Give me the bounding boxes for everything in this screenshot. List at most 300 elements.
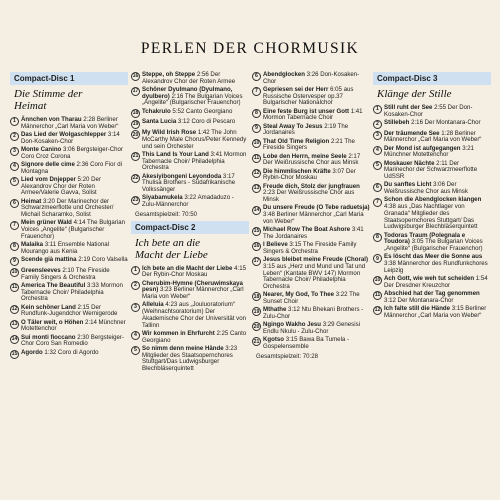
track-text bbox=[142, 346, 249, 373]
track-title: Abschied hat der Tag genommen bbox=[384, 290, 480, 297]
track-item bbox=[252, 169, 370, 182]
track-item bbox=[10, 257, 128, 266]
track-item bbox=[10, 199, 128, 219]
track-detail: 3:38 Männerchor des Rundfunkchores Leipzig bbox=[384, 260, 488, 274]
track-item bbox=[373, 254, 491, 274]
track-detail: 3:07 Der Rybin-Chor Moskau bbox=[263, 167, 356, 182]
track-detail: 2:19 Coro Valsella bbox=[76, 256, 128, 264]
track-text bbox=[384, 146, 491, 159]
disc-title-line: Heimat bbox=[14, 100, 47, 112]
track-text bbox=[142, 174, 249, 194]
track-item bbox=[252, 322, 370, 335]
track-text bbox=[263, 307, 370, 320]
track-detail: 5:52 Canto Georgiano bbox=[170, 107, 233, 115]
track-text bbox=[263, 139, 370, 152]
track-title: Die himmlischen Kräfte bbox=[263, 167, 331, 175]
track-item bbox=[10, 350, 128, 359]
track-item bbox=[252, 227, 370, 240]
track-number-badge: 17 bbox=[132, 88, 139, 95]
track-number-badge: 8 bbox=[252, 109, 261, 118]
track-number-badge: 19 bbox=[253, 308, 260, 315]
track-item bbox=[252, 154, 370, 167]
track-text bbox=[142, 152, 249, 172]
track-title: Stillebeh bbox=[384, 119, 410, 126]
track-detail: 2:55 Der Don-Kosaken-Chor bbox=[384, 104, 473, 118]
track-text bbox=[263, 257, 370, 291]
track-item bbox=[131, 346, 249, 373]
track-item bbox=[10, 283, 128, 303]
track-number-badge: 16 bbox=[253, 243, 260, 250]
track-number-badge: 14 bbox=[253, 206, 260, 213]
track-title: Steppe, oh Steppe bbox=[142, 71, 196, 78]
track-detail: 3:20 Der Marinechor der Schwarzmeerflotte und Orchester/ Michail Scharamko, Solist bbox=[21, 197, 114, 219]
track-number-badge: 19 bbox=[132, 120, 139, 127]
track-detail: 3:41 Mormon Tabernacle Choir/ Philadelphia Orchestra bbox=[142, 150, 247, 172]
track-text bbox=[21, 242, 128, 255]
track-detail: 3:41 The Jordanaires bbox=[263, 226, 364, 240]
track-detail: 2:23 Der Weißrussische Chor aus Minsk bbox=[263, 189, 355, 204]
track-item bbox=[252, 124, 370, 137]
track-item bbox=[10, 162, 128, 175]
track-text bbox=[142, 195, 249, 208]
track-text bbox=[263, 154, 370, 167]
track-item bbox=[252, 307, 370, 320]
track-item bbox=[252, 184, 370, 204]
track-detail: 3:22 Amadaduzo - Zulu-Männerchor bbox=[142, 194, 234, 209]
track-item bbox=[131, 109, 249, 118]
track-number-badge: 15 bbox=[11, 350, 18, 357]
track-list bbox=[252, 72, 370, 351]
track-title: Nearer, My God, To Thee bbox=[263, 291, 334, 299]
track-item bbox=[252, 139, 370, 152]
track-number-badge: 17 bbox=[253, 258, 260, 265]
track-number-badge: 3 bbox=[373, 131, 382, 140]
total-playtime: Gesamtspielzeit: 70:50 bbox=[135, 210, 197, 218]
track-text bbox=[263, 292, 370, 305]
track-title: Sui monti fioccano bbox=[21, 333, 76, 341]
track-number-badge: 1 bbox=[373, 105, 382, 114]
track-text bbox=[384, 197, 491, 231]
track-title: Ich falte still die Hände bbox=[384, 305, 451, 312]
track-title: America The Beautiful bbox=[21, 281, 86, 289]
track-number-badge: 3 bbox=[131, 303, 140, 312]
track-number-badge: 3 bbox=[10, 147, 19, 156]
track-number-badge: 20 bbox=[253, 323, 260, 330]
track-text bbox=[21, 335, 128, 348]
track-number-badge: 14 bbox=[11, 335, 18, 342]
disc-title bbox=[377, 88, 491, 100]
track-detail: 2:10 The Fireside Family Singers & Orchestra bbox=[21, 266, 110, 281]
track-text bbox=[384, 233, 491, 253]
track-text bbox=[21, 305, 128, 318]
track-detail: 2:28 Berliner Männerchor „Carl Maria von Weber“ bbox=[21, 116, 119, 130]
track-item bbox=[131, 152, 249, 172]
track-number-badge: 13 bbox=[11, 320, 18, 327]
track-number-badge: 8 bbox=[373, 233, 382, 242]
track-number-badge: 9 bbox=[252, 124, 261, 133]
track-item bbox=[252, 205, 370, 225]
track-title: Tchakrulo bbox=[142, 107, 171, 115]
track-item bbox=[373, 306, 491, 319]
track-number-badge: 12 bbox=[253, 170, 260, 177]
track-detail: 3:12 Ntu Bhekani Brothers - Zulu-Chor bbox=[263, 306, 364, 320]
track-text bbox=[263, 337, 370, 350]
track-item bbox=[373, 182, 491, 195]
track-title: Greensleeves bbox=[21, 266, 61, 274]
track-text bbox=[384, 120, 491, 129]
track-detail: 2:21 The Fireside Singers bbox=[263, 137, 355, 152]
track-title: Freude dich, Stolz der jungfrauen bbox=[263, 182, 360, 190]
track-title: O Täler weit, o Höhen bbox=[21, 318, 84, 326]
track-number-badge: 18 bbox=[253, 293, 260, 300]
track-title: Todoras Traum (Polegnala e Toudora) bbox=[384, 231, 466, 246]
track-number-badge: 2 bbox=[373, 120, 382, 129]
track-list bbox=[131, 266, 249, 373]
track-number-badge: 5 bbox=[131, 346, 140, 355]
track-number-badge: 4 bbox=[10, 162, 19, 171]
track-number-badge: 22 bbox=[132, 175, 139, 181]
disc-title-line: Klänge der Stille bbox=[377, 88, 452, 100]
track-text bbox=[142, 130, 249, 150]
track-title: That Old Time Religion bbox=[263, 137, 330, 145]
track-text bbox=[142, 266, 249, 279]
track-list bbox=[131, 72, 249, 209]
track-number-badge: 7 bbox=[252, 87, 261, 96]
track-item bbox=[131, 266, 249, 279]
track-detail: 3:15 The Fireside Family Singers & Orchestra bbox=[263, 241, 357, 255]
track-number-badge: 2 bbox=[10, 132, 19, 141]
track-title: Lied vom Dnjepper bbox=[21, 176, 76, 183]
track-number-badge: 9 bbox=[373, 254, 382, 263]
track-text bbox=[21, 177, 128, 197]
track-title: Agordo bbox=[21, 348, 43, 356]
track-item bbox=[252, 257, 370, 291]
track-text bbox=[142, 302, 249, 329]
track-number-badge: 9 bbox=[10, 257, 19, 266]
track-text bbox=[21, 117, 128, 130]
track-text bbox=[21, 220, 128, 240]
disc-header: Compact-Disc 1 bbox=[10, 72, 128, 85]
track-text bbox=[142, 331, 249, 344]
column-1 bbox=[10, 72, 128, 497]
track-detail: 3:12 Coro di Pescaro bbox=[176, 118, 236, 126]
track-detail: 3:05 The Bulgarian Voices „Angelite“ (Bulgarischer Frauenchor) bbox=[384, 238, 483, 252]
track-detail: 3:26 Don-Kosaken-Chor bbox=[263, 71, 360, 85]
track-detail: 1:41 Mormon Tabernacle Choir bbox=[263, 107, 363, 122]
column-2 bbox=[131, 72, 249, 497]
track-title: Akesiyibongeni Leyondoda bbox=[142, 172, 222, 180]
track-detail: 3:15 aus „Herz und Mund und Tat und Leben“ (Kantate BWV 147) Mormon Tabernacle Choir/ Philadelphia Orchestra bbox=[263, 262, 366, 290]
track-number-badge: 15 bbox=[253, 228, 260, 235]
track-text bbox=[21, 199, 128, 219]
track-number-badge: 13 bbox=[253, 185, 260, 192]
track-item bbox=[10, 117, 128, 130]
track-item bbox=[373, 161, 491, 181]
track-detail: 3:12 Der Montanara-Chor bbox=[384, 296, 454, 304]
track-title: Du unsere Freude (O Tebe raduetsja) bbox=[263, 204, 370, 212]
track-list bbox=[373, 105, 491, 319]
track-title: Der Mond ist aufgegangen bbox=[384, 144, 461, 152]
track-detail: 3:23 Mitglieder des Staatsopernchores Stuttgart/Das Ludwigsburger Blechbläserquintett bbox=[142, 344, 238, 372]
track-item bbox=[10, 220, 128, 240]
track-title: Lobe den Herrn, meine Seele bbox=[263, 152, 347, 160]
track-text bbox=[384, 182, 491, 195]
track-number-badge: 21 bbox=[253, 338, 260, 345]
track-detail: 2:19 The Jordanaires bbox=[263, 122, 349, 137]
track-number-badge: 5 bbox=[10, 177, 19, 186]
track-detail: 3:22 The Sunset Choir bbox=[263, 291, 360, 305]
track-number-badge: 10 bbox=[374, 277, 381, 284]
track-item bbox=[252, 292, 370, 305]
track-detail: 2:36 Coro Fior di Montagna bbox=[21, 161, 122, 175]
track-title: Siyabamukela bbox=[142, 194, 183, 202]
track-title: Monte Canino bbox=[21, 146, 62, 153]
track-text bbox=[263, 184, 370, 204]
track-number-badge: 10 bbox=[11, 269, 18, 276]
track-item bbox=[131, 302, 249, 329]
track-title: My Wild Irish Rose bbox=[142, 129, 197, 137]
track-text bbox=[263, 72, 370, 85]
track-text bbox=[21, 268, 128, 281]
track-number-badge: 2 bbox=[131, 281, 140, 290]
disc-title-line: Macht der Liebe bbox=[135, 248, 208, 261]
track-number-badge: 20 bbox=[132, 131, 139, 138]
disc-header: Compact-Disc 3 bbox=[373, 72, 491, 85]
track-detail: 2:14 Münchner Motettenchor bbox=[21, 318, 126, 333]
track-number-badge: 12 bbox=[374, 307, 381, 314]
track-text bbox=[21, 257, 128, 266]
track-title: Schon die Abendglocken klangen bbox=[384, 196, 482, 204]
track-detail: 3:23 Berliner Männerchor „Carl Maria von Weber“ bbox=[142, 286, 244, 301]
track-item bbox=[373, 131, 491, 144]
track-number-badge: 6 bbox=[10, 199, 19, 208]
track-title: Michael Row The Boat Ashore bbox=[263, 226, 351, 234]
track-detail: 3:06 Bergsteiger-Chor Coro Croz Corona bbox=[21, 146, 123, 160]
track-item bbox=[131, 281, 249, 301]
track-title: Malaika bbox=[21, 241, 44, 249]
track-item bbox=[252, 337, 370, 350]
track-text bbox=[263, 109, 370, 122]
track-item bbox=[131, 195, 249, 208]
track-number-badge: 18 bbox=[132, 110, 139, 117]
track-title: Ich bete an die Macht der Liebe bbox=[142, 264, 233, 272]
track-item bbox=[131, 87, 249, 107]
track-detail: 2:16 The Bulgarian Voices „Angelite“ (Bulgarischer Frauenchor) bbox=[142, 92, 243, 107]
track-item bbox=[252, 87, 370, 107]
track-text bbox=[21, 320, 128, 333]
track-number-badge: 7 bbox=[373, 198, 382, 207]
track-title: Steal Away To Jesus bbox=[263, 122, 323, 130]
track-detail: 3:21 Münchner Motettenchor bbox=[384, 144, 475, 159]
track-item bbox=[373, 233, 491, 253]
track-item bbox=[131, 331, 249, 344]
track-detail: 2:15 Der Rundfunk-Jugendchor Wernigerode bbox=[21, 303, 118, 318]
track-number-badge: 6 bbox=[252, 72, 261, 81]
track-item bbox=[131, 130, 249, 150]
track-detail: 1:42 The John McCarthy Male Chorus/Peter Kennedy und sein Orchester bbox=[142, 129, 247, 150]
track-title: I Believe bbox=[263, 241, 288, 249]
track-item bbox=[252, 72, 370, 85]
track-item bbox=[10, 147, 128, 160]
disc-title bbox=[14, 88, 128, 112]
track-detail: 3:33 Mormon Tabernacle Choir/ Philadelphia Orchestra bbox=[21, 281, 123, 303]
track-detail: 2:11 Der Marinechor der Schwarzmeerflotte UdSSR bbox=[384, 159, 478, 181]
track-text bbox=[142, 119, 249, 128]
track-text bbox=[263, 124, 370, 137]
track-text bbox=[263, 205, 370, 225]
track-item bbox=[10, 320, 128, 333]
track-detail: 3:48 Berliner Männerchor „Carl Maria von Weber“ bbox=[263, 211, 364, 225]
track-text bbox=[384, 306, 491, 319]
track-detail: 2:25 Canto Georgiano bbox=[142, 329, 247, 344]
track-item bbox=[10, 305, 128, 318]
track-number-badge: 7 bbox=[10, 221, 19, 230]
track-detail: 4:15 Der Rybin-Chor Moskau bbox=[142, 264, 246, 279]
track-title: Heimat bbox=[21, 197, 42, 205]
track-detail: 3:15 Berliner Männerchor „Carl Maria von Weber“ bbox=[384, 305, 487, 319]
track-detail: 3:14 Don-Kosaken-Chor bbox=[21, 131, 120, 145]
track-title: Der träumende See bbox=[384, 129, 440, 137]
track-title: Du sanftes Licht bbox=[384, 181, 432, 189]
track-number-badge: 4 bbox=[373, 146, 382, 155]
track-number-badge: 11 bbox=[253, 155, 260, 162]
disc-title-line: Die Stimme der bbox=[14, 88, 83, 100]
track-detail: 1:28 Berliner Männerchor „Carl Maria von Weber“ bbox=[384, 129, 482, 144]
track-text bbox=[21, 147, 128, 160]
track-title: Alleluia bbox=[142, 301, 164, 309]
track-detail: 4:14 The Bulgarian Voices „Angelite“ (Bulgarischer Frauenchor) bbox=[21, 219, 125, 240]
track-item bbox=[252, 242, 370, 255]
page-title: PERLEN DER CHORMUSIK bbox=[140, 40, 360, 57]
track-detail: 2:56 Der Alexandrov Chor der Roten Armee bbox=[142, 71, 236, 85]
track-item bbox=[10, 242, 128, 255]
track-text bbox=[384, 161, 491, 181]
track-item bbox=[373, 291, 491, 304]
track-title: Wir kommen in Ehrfurcht bbox=[142, 329, 215, 337]
track-title: Ännchen von Tharau bbox=[21, 116, 82, 123]
track-number-badge: 1 bbox=[131, 266, 140, 275]
track-number-badge: 1 bbox=[10, 117, 19, 126]
track-text bbox=[384, 254, 491, 274]
track-text bbox=[21, 350, 128, 359]
track-text bbox=[142, 109, 249, 118]
track-number-badge: 10 bbox=[253, 140, 260, 147]
track-text bbox=[263, 242, 370, 255]
track-number-badge: 4 bbox=[131, 331, 140, 340]
total-playtime: Gesamtspielzeit: 70:28 bbox=[256, 352, 318, 360]
track-number-badge: 5 bbox=[373, 161, 382, 170]
track-title: Es löscht das Meer die Sonne aus bbox=[384, 253, 483, 261]
track-title: Still ruht der See bbox=[384, 104, 433, 111]
track-title: Cherubim-Hymne (Cheruwimskaya pesn) bbox=[142, 279, 243, 294]
column-4 bbox=[373, 72, 491, 497]
track-title: Gepriesen sei der Herr bbox=[263, 86, 329, 93]
track-title: Schöner Dyulmano (Dyulmano, dyulbero) bbox=[142, 86, 233, 100]
disc-title-line: Ich bete an die bbox=[135, 236, 201, 249]
track-number-badge: 11 bbox=[11, 284, 18, 291]
track-list bbox=[10, 117, 128, 359]
track-detail: 3:29 Genesisi Endlu Nkulu - Zulu-Chor bbox=[263, 321, 360, 335]
track-title: Mein grüner Wald bbox=[21, 219, 72, 227]
track-detail: 2:30 Bergsteiger-Chor Coro San Romedio bbox=[21, 333, 124, 348]
track-item bbox=[10, 335, 128, 348]
track-detail: 3:06 Der Weißrussische Chor aus Minsk bbox=[384, 181, 468, 196]
track-number-badge: 8 bbox=[10, 242, 19, 251]
track-number-badge: 11 bbox=[374, 292, 381, 299]
track-item bbox=[373, 276, 491, 289]
track-title: Ach Gott, wie weh tut scheiden bbox=[384, 275, 475, 282]
track-text bbox=[21, 283, 128, 303]
track-detail: 6:05 aus Russische Ostervesper op.37 Bulgarischer Nationalchor bbox=[263, 86, 354, 107]
track-number-badge: 12 bbox=[11, 305, 18, 312]
track-title: So nimm denn meine Hände bbox=[142, 344, 224, 352]
track-item bbox=[131, 72, 249, 85]
track-text bbox=[384, 291, 491, 304]
track-item bbox=[373, 146, 491, 159]
track-item bbox=[252, 109, 370, 122]
track-item bbox=[131, 119, 249, 128]
track-text bbox=[263, 87, 370, 107]
track-number-badge: 23 bbox=[132, 196, 139, 203]
track-item bbox=[131, 174, 249, 194]
track-item bbox=[373, 197, 491, 231]
track-title: Moskauer Nächte bbox=[384, 159, 435, 167]
track-title: Ngingo Wakho Jesu bbox=[263, 321, 322, 329]
track-title: Mthathe bbox=[263, 306, 287, 314]
track-text bbox=[384, 105, 491, 118]
disc-header: Compact-Disc 2 bbox=[131, 221, 249, 234]
track-title: Kgotso bbox=[263, 336, 284, 344]
track-number-badge: 6 bbox=[373, 183, 382, 192]
track-text bbox=[142, 281, 249, 301]
disc-title bbox=[135, 237, 249, 261]
track-detail: 5:20 Der Alexandrov Chor der Roten Armee/Valerie Gavva, Solist bbox=[21, 176, 101, 197]
track-text bbox=[142, 72, 249, 85]
track-detail: 1:32 Coro di Agordo bbox=[42, 348, 99, 356]
columns bbox=[10, 72, 490, 497]
track-title: Santa Lucia bbox=[142, 118, 177, 126]
track-title: Signore delle cime bbox=[21, 161, 75, 168]
track-text bbox=[263, 169, 370, 182]
track-item bbox=[10, 268, 128, 281]
track-detail: 2:16 Der Montanara-Chor bbox=[409, 119, 481, 126]
track-detail: 3:17 Thulisa Brothers - Südafrikanische Volkssänger bbox=[142, 172, 236, 194]
track-title: Abendglocken bbox=[263, 71, 305, 78]
track-title: Scende già mattina bbox=[21, 256, 77, 264]
track-item bbox=[10, 177, 128, 197]
track-text bbox=[263, 227, 370, 240]
track-title: Eine feste Burg ist unser Gott bbox=[263, 107, 350, 115]
track-number-badge: 16 bbox=[132, 73, 139, 80]
track-text bbox=[21, 132, 128, 145]
track-detail: 3:11 Ensemble National Mourango aus Kenia bbox=[21, 241, 109, 255]
track-number-badge: 21 bbox=[132, 153, 139, 160]
track-detail: 3:15 Bawa Ba Tumela - Gospelensemble bbox=[263, 336, 350, 350]
track-text bbox=[142, 87, 249, 107]
track-detail: 4:23 aus „Jouluoratorium“ (Weihnachtsoratorium) Der Akademische Chor der Universität von Tallinn bbox=[142, 301, 246, 329]
track-item bbox=[10, 132, 128, 145]
track-text bbox=[263, 322, 370, 335]
track-item bbox=[373, 120, 491, 129]
track-text bbox=[384, 276, 491, 289]
track-item bbox=[373, 105, 491, 118]
column-3 bbox=[252, 72, 370, 497]
track-detail: 4:38 aus „Das Nachtlager von Granada“ Mitglieder des Staatsopernchores Stuttgart/ Das Ludwigsburger Blechbläserquintett bbox=[384, 203, 478, 231]
track-text bbox=[21, 162, 128, 175]
track-title: This Land Is Your Land bbox=[142, 150, 209, 158]
track-title: Jesus bleibet meine Freude (Choral) bbox=[263, 256, 368, 264]
track-text bbox=[384, 131, 491, 144]
